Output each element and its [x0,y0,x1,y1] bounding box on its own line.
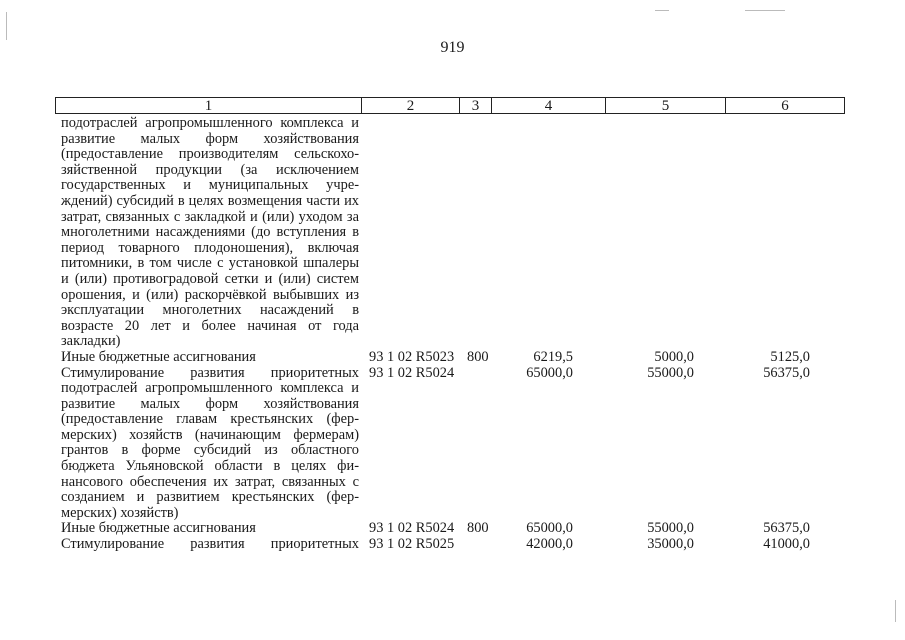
scan-artifact [6,12,7,40]
row-value-2: 5000,0 [654,348,694,365]
header-col-5: 5 [606,98,726,113]
table-header [55,97,845,114]
row-value-3: 5125,0 [770,348,810,365]
row-value-2: 55000,0 [647,520,694,537]
header-col-6: 6 [781,98,789,114]
row-value-1: 65000,0 [526,364,573,381]
row-description: Иные бюджетные ассигнования [61,348,256,365]
table-row [0,537,905,553]
table-row [0,116,905,350]
row-value-1: 42000,0 [526,536,573,553]
row-value-2: 35000,0 [647,536,694,553]
header-col-1: 1 [56,98,362,113]
row-code: 93 1 02 R5024 [369,364,455,381]
row-type: 800 [467,520,489,537]
row-value-2: 55000,0 [647,364,694,381]
header-col-3: 3 [460,98,492,113]
header-col-4: 4 [492,98,606,113]
row-code: 93 1 02 R5025 [369,536,455,553]
row-value-1: 65000,0 [526,520,573,537]
row-value-3: 56375,0 [763,364,810,381]
scan-artifact [745,10,785,11]
page-number: 919 [440,39,465,56]
row-code: 93 1 02 R5023 [369,348,455,365]
row-description: Стимулирование развития приоритетных [61,536,359,553]
row-value-3: 56375,0 [763,520,810,537]
header-col-2: 2 [362,98,460,113]
row-value-1: 6219,5 [533,348,573,365]
row-value-3: 41000,0 [763,536,810,553]
row-code: 93 1 02 R5024 [369,520,455,537]
row-description: подотраслей агропромышленного комплекса и развитие малых форм хозяйствования (предоставление производителям сельскохозяйственной продукции (за исключением государственных и муниципальных учреждений) субсидий в целях возмещения части их затрат, связанных с закладкой и (или) уходом за многолетними насаждениями (до вступления в период товарного плодоношения), включая питомники, в том числе с установкой шпалеры и (или) противоградовой сетки и (или) систем орошения, и (или) раскорчёвкой выбывших из эксплуатации многолетних насаждений в возрасте 20 лет и более начиная от года закладки) [61,115,359,350]
table-body [0,116,905,553]
table-row [0,366,905,522]
row-type: 800 [467,348,489,365]
row-description: Иные бюджетные ассигнования [61,520,256,537]
scan-artifact [655,10,669,11]
scan-artifact [895,600,896,622]
table-row [0,521,905,537]
table-row [0,350,905,366]
row-description: Стимулирование развития приоритетных подотраслей агропромышленного комплекса и развитие малых форм хозяйствования (предоставление главам крестьянских (фермерских) хозяйств (начинающим фермерам) грантов в форме субсидий из областного бюджета Ульяновской области в целях финансового обеспечения их затрат, связанных с созданием и развитием крестьянских (фермерских) хозяйств) [61,364,359,521]
